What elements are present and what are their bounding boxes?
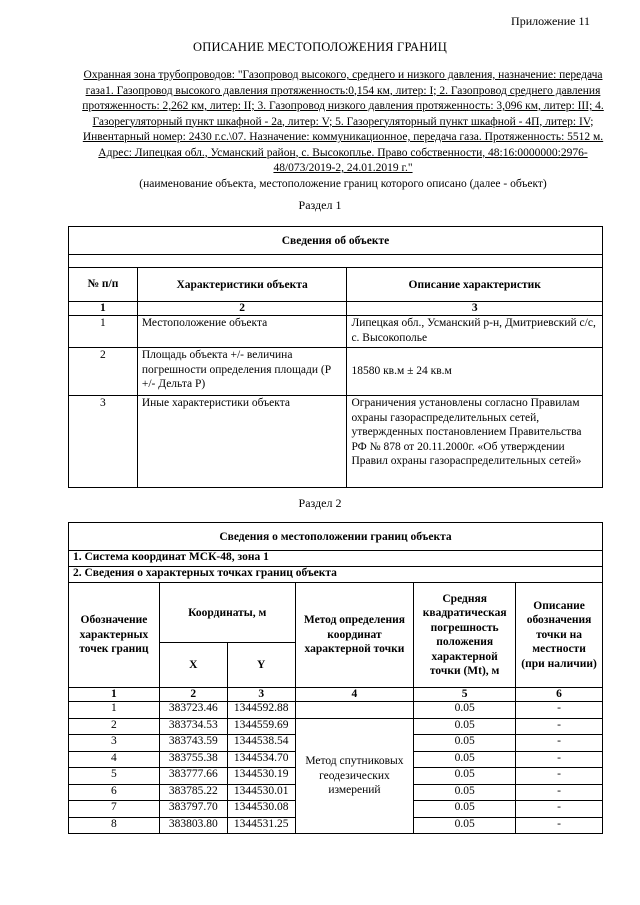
point-id: 7 xyxy=(69,801,160,818)
row-characteristic: Площадь объекта +/- величина погрешности определения площади (Р +/- Дельта Р) xyxy=(137,348,347,396)
point-y: 1344538.54 xyxy=(227,735,295,752)
point-desc: - xyxy=(516,718,603,735)
point-id: 8 xyxy=(69,817,160,834)
header-y: Y xyxy=(227,643,295,688)
row-value: 18580 кв.м ± 24 кв.м xyxy=(347,348,603,396)
point-y: 1344530.08 xyxy=(227,801,295,818)
col-number: 3 xyxy=(227,688,295,702)
col-header-num: № п/п xyxy=(69,268,138,302)
row-value: Липецкая обл., Усманский р-н, Дмитриевский с/с, с. Высокополье xyxy=(347,316,603,348)
object-caption: (наименование объекта, местоположение границ которого описано (далее - объект) xyxy=(139,177,547,190)
point-id: 1 xyxy=(69,702,160,719)
boundary-points-table xyxy=(68,522,603,834)
col-number: 3 xyxy=(347,302,603,316)
object-info-title: Сведения об объекте xyxy=(69,227,603,255)
col-number: 1 xyxy=(69,302,138,316)
col-number: 4 xyxy=(295,688,414,702)
point-desc: - xyxy=(516,702,603,719)
row-value: Ограничения установлены согласно Правилам охраны газораспределительных сетей, утвержденных постановлением Правительства РФ № 878 от 20.11.2000г. «Об утверждении Правил охраны газораспределительных сетей» xyxy=(347,396,603,488)
col-number: 1 xyxy=(69,688,160,702)
point-id: 3 xyxy=(69,735,160,752)
point-mt: 0.05 xyxy=(414,801,516,818)
row-num: 1 xyxy=(69,316,138,348)
col-header-characteristic: Характеристики объекта xyxy=(137,268,347,302)
points-subtitle: 2. Сведения о характерных точках границ объекта xyxy=(69,567,603,583)
point-mt: 0.05 xyxy=(414,817,516,834)
header-desc: Описание обозначения точки на местности (при наличии) xyxy=(516,583,603,688)
point-x: 383755.38 xyxy=(159,751,227,768)
row-characteristic: Иные характеристики объекта xyxy=(137,396,347,488)
col-number: 6 xyxy=(516,688,603,702)
point-x: 383723.46 xyxy=(159,702,227,719)
point-x: 383797.70 xyxy=(159,801,227,818)
object-description: Охранная зона трубопроводов: "Газопровод высокого, среднего и низкого давления, назначение: передача газа1. Газопровод высокого давления протяженность:0,154 км, литер: I; 2. Газопровод среднего давления протяженность: 2,262 км, литер: II; 3. Газопровод низкого давления протяженность: 3,096 км, литер: III; 4. Газорегуляторный пункт шкафной - 2а, литер: V; 5. Газорегуляторный пункт шкафной - 4П, литер: IV; Инвентарный номер: 2430 г.с.\07. Назначение: коммуникационное, передача газа. Протяженность: 5512 м. Адрес: Липецкая обл., Усманский район, с. Высокоплье. Право собственности, 48:16:0000000:2976-48/073/2019-2, 24.01.2019 г." xyxy=(82,69,604,174)
point-y: 1344531.25 xyxy=(227,817,295,834)
point-id: 4 xyxy=(69,751,160,768)
point-y: 1344534.70 xyxy=(227,751,295,768)
point-id: 5 xyxy=(69,768,160,785)
row-characteristic: Местоположение объекта xyxy=(137,316,347,348)
header-x: X xyxy=(159,643,227,688)
point-mt: 0.05 xyxy=(414,751,516,768)
point-id: 2 xyxy=(69,718,160,735)
point-x: 383785.22 xyxy=(159,784,227,801)
point-method xyxy=(295,702,414,719)
section1-label: Раздел 1 xyxy=(298,198,342,212)
point-mt: 0.05 xyxy=(414,768,516,785)
point-x: 383777.66 xyxy=(159,768,227,785)
document-title: ОПИСАНИЕ МЕСТОПОЛОЖЕНИЯ ГРАНИЦ xyxy=(193,40,447,54)
point-mt: 0.05 xyxy=(414,784,516,801)
point-desc: - xyxy=(516,801,603,818)
point-desc: - xyxy=(516,768,603,785)
point-desc: - xyxy=(516,735,603,752)
point-y: 1344559.69 xyxy=(227,718,295,735)
point-y: 1344530.19 xyxy=(227,768,295,785)
point-method-merged: Метод спутниковых геодезических измерений xyxy=(295,718,414,834)
point-mt: 0.05 xyxy=(414,702,516,719)
spacer-row xyxy=(69,255,603,268)
col-header-description: Описание характеристик xyxy=(347,268,603,302)
header-error: Средняя квадратическая погрешность положения характерной точки (Mt), м xyxy=(414,583,516,688)
point-desc: - xyxy=(516,751,603,768)
object-info-table xyxy=(68,226,603,488)
object-description-block xyxy=(78,68,608,192)
header-method: Метод определения координат характерной точки xyxy=(295,583,414,688)
row-num: 2 xyxy=(69,348,138,396)
col-number: 2 xyxy=(137,302,347,316)
coordinate-system: 1. Система координат МСК-48, зона 1 xyxy=(69,551,603,567)
appendix-label: Приложение 11 xyxy=(511,14,590,28)
point-desc: - xyxy=(516,817,603,834)
point-x: 383803.80 xyxy=(159,817,227,834)
point-x: 383734.53 xyxy=(159,718,227,735)
row-num: 3 xyxy=(69,396,138,488)
col-number: 5 xyxy=(414,688,516,702)
section2-label: Раздел 2 xyxy=(298,496,342,510)
point-id: 6 xyxy=(69,784,160,801)
point-y: 1344530.01 xyxy=(227,784,295,801)
point-mt: 0.05 xyxy=(414,718,516,735)
point-desc: - xyxy=(516,784,603,801)
boundary-table-title: Сведения о местоположении границ объекта xyxy=(69,523,603,551)
col-number: 2 xyxy=(159,688,227,702)
header-point: Обозначение характерных точек границ xyxy=(69,583,160,688)
point-x: 383743.59 xyxy=(159,735,227,752)
header-coordinates: Координаты, м xyxy=(159,583,295,643)
point-y: 1344592.88 xyxy=(227,702,295,719)
point-mt: 0.05 xyxy=(414,735,516,752)
